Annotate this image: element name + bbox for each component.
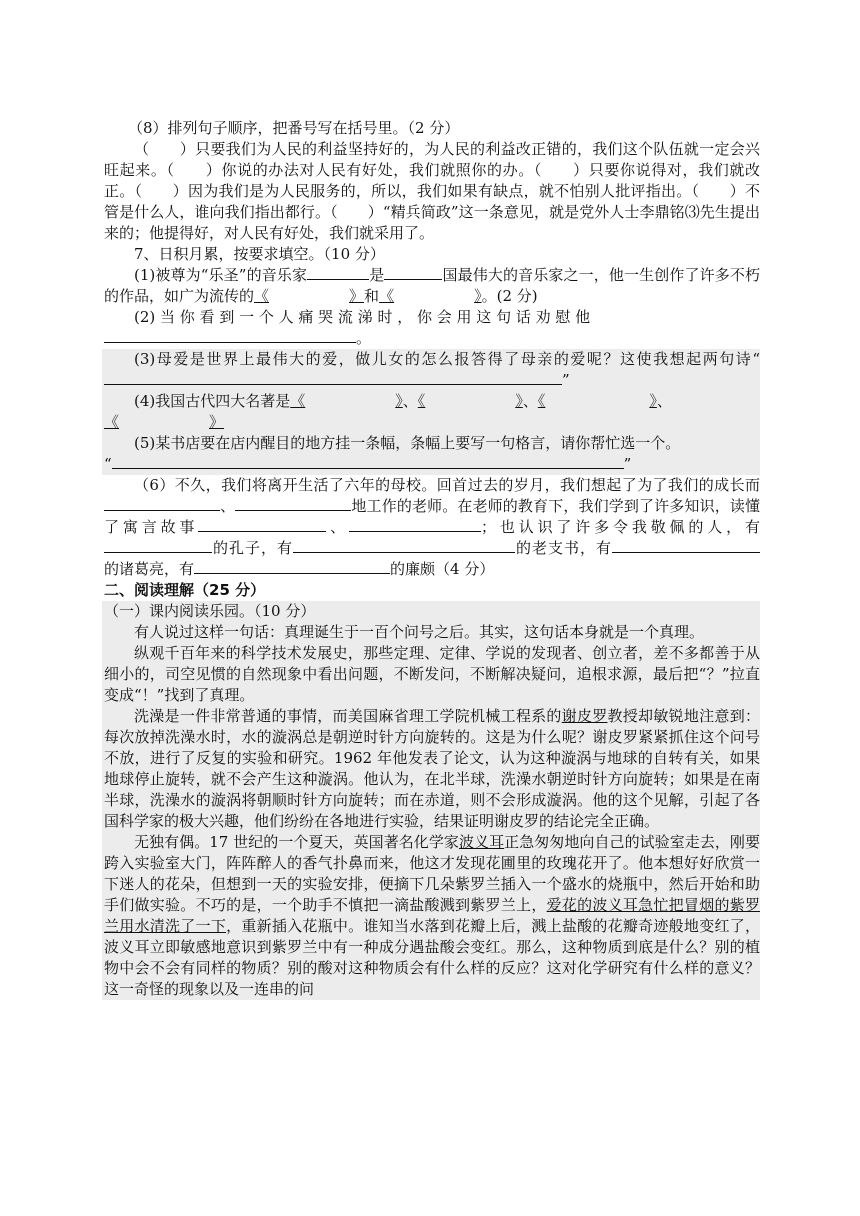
- answer-blank[interactable]: [112, 454, 624, 469]
- answer-blank[interactable]: [293, 538, 515, 553]
- answer-blank[interactable]: [104, 370, 562, 385]
- answer-blank[interactable]: [235, 496, 351, 511]
- q7-item-3: (3)母爱是世界上最伟大的爱，做儿女的怎么报答得了母亲的爱呢？这使我想起两句诗“”: [102, 349, 760, 391]
- answer-blank[interactable]: [104, 538, 212, 553]
- q7-item-4: (4)我国古代四大名著是《 》、《 》、《 》、 《 》: [102, 391, 760, 433]
- answer-blank[interactable]: [349, 517, 481, 532]
- reading-passage: [102, 601, 760, 1000]
- passage-paragraph-4: 无独有偶。17 世纪的一个夏天，英国著名化学家波义耳正急匆匆地向自己的试验室走去，刚要跨入实验室大门，阵阵醉人的香气扑鼻而来，他这才发现花圃里的玫瑰花开了。他本想好好欣赏一下迷人的花朵，但想到一天的实验安排，便摘下几朵紫罗兰插入一个盛水的烧瓶中，然后开始和助手们做实验。不巧的是，一个助手不慎把一滴盐酸溅到紫罗兰上，爱花的波义耳急忙把冒烟的紫罗兰用水清洗了一下，重新插入花瓶中。谁知当水落到花瓣上后，溅上盐酸的花瓣奇迹般地变红了，波义耳立即敏感地意识到紫罗兰中有一种成分遇盐酸会变红。那么，这种物质到底是什么？别的植物中会不会有同样的物质？别的酸对这种物质会有什么样的反应？这对化学研究有什么样的意义？这一奇怪的现象以及一连串的问: [104, 833, 760, 998]
- section-2-subtitle: （一）课内阅读乐园。（10 分）: [104, 602, 316, 620]
- section-2-title: 二、阅读理解（25 分）: [104, 581, 266, 599]
- passage-paragraph-1: 有人说过这样一句话：真理诞生于一百个问号之后。其实，这句话本身就是一个真理。: [134, 623, 705, 641]
- q8-title: （8）排列句子顺序，把番号写在括号里。（2 分）: [128, 119, 460, 137]
- answer-blank[interactable]: [198, 517, 326, 532]
- q7-item-2: (2) 当 你 看 到 一 个 人 痛 哭 流 涕 时 ， 你 会 用 这 句 话 劝 慰 他 。: [104, 307, 760, 349]
- answer-blank[interactable]: [104, 328, 356, 343]
- q7-item-5: (5)某书店要在店内醒目的地方挂一条幅，条幅上要写一句格言，请你帮忙选一个。 “ ”: [102, 433, 760, 475]
- passage-paragraph-3: 洗澡是一件非常普通的事情，而美国麻省理工学院机械工程系的谢皮罗教授却敏锐地注意到：每次放掉洗澡水时，水的漩涡总是朝逆时针方向旋转的。这是为什么呢？谢皮罗紧紧抓住这个问号不放，进行了反复的实验和研究。1962 年他发表了论文，认为这种漩涡与地球的自转有关，如果地球停止旋转，就不会产生这种漩涡。他认为，在北半球，洗澡水朝逆时针方向旋转；如果是在南半球，洗澡水的漩涡将朝顺时针方向旋转；而在赤道，则不会形成漩涡。他的这个见解，引起了各国科学家的极大兴趣，他们纷纷在各地进行实验，结果证明谢皮罗的结论完全正确。: [104, 707, 760, 830]
- answer-blank[interactable]: [612, 538, 760, 553]
- q7-item-1: (1)被尊为“乐圣”的音乐家 是 国最伟大的音乐家之一，他一生创作了许多不朽的作品，如广为流传的《 》和《 》。(2 分): [104, 266, 760, 305]
- q7-item-6: （6）不久，我们将离开生活了六年的母校。回首过去的岁月，我们想起了为了我们的成长而、 地工作的老师。在老师的教育下，我们学到了许多知识，读懂了寓言故事 、 ；也认识了许多令我敬佩的人，有的孔子，有 的老支书，有的诸葛亮，有 的廉颇（4 分）: [104, 476, 760, 578]
- exam-page: [104, 118, 760, 1000]
- answer-blank[interactable]: [384, 265, 442, 280]
- answer-blank[interactable]: [194, 559, 390, 574]
- answer-blank[interactable]: [104, 496, 220, 511]
- answer-blank[interactable]: [307, 265, 369, 280]
- q7-title: 7、日积月累，按要求填空。（10 分）: [134, 245, 385, 263]
- q8-body: （ ）只要我们为人民的利益坚持好的，为人民的利益改正错的，我们这个队伍就一定会兴旺起来。（ ）你说的办法对人民有好处，我们就照你的办。（ ）只要你说得对，我们就改正。（ ）因为我们是为人民服务的，所以，我们如果有缺点，就不怕别人批评指出。（ ）不管是什么人，谁向我们指出都行。（ ）“精兵简政”这一条意见，就是党外人士李鼎铭⑶先生提出来的；他提得好，对人民有好处，我们就采用了。: [104, 140, 760, 242]
- passage-paragraph-2: 纵观千百年来的科学技术发展史，那些定理、定律、学说的发现者、创立者，差不多都善于从细小的，司空见惯的自然现象中看出问题，不断发问，不断解决疑问，追根求源，最后把“？”拉直变成“！”找到了真理。: [104, 644, 760, 704]
